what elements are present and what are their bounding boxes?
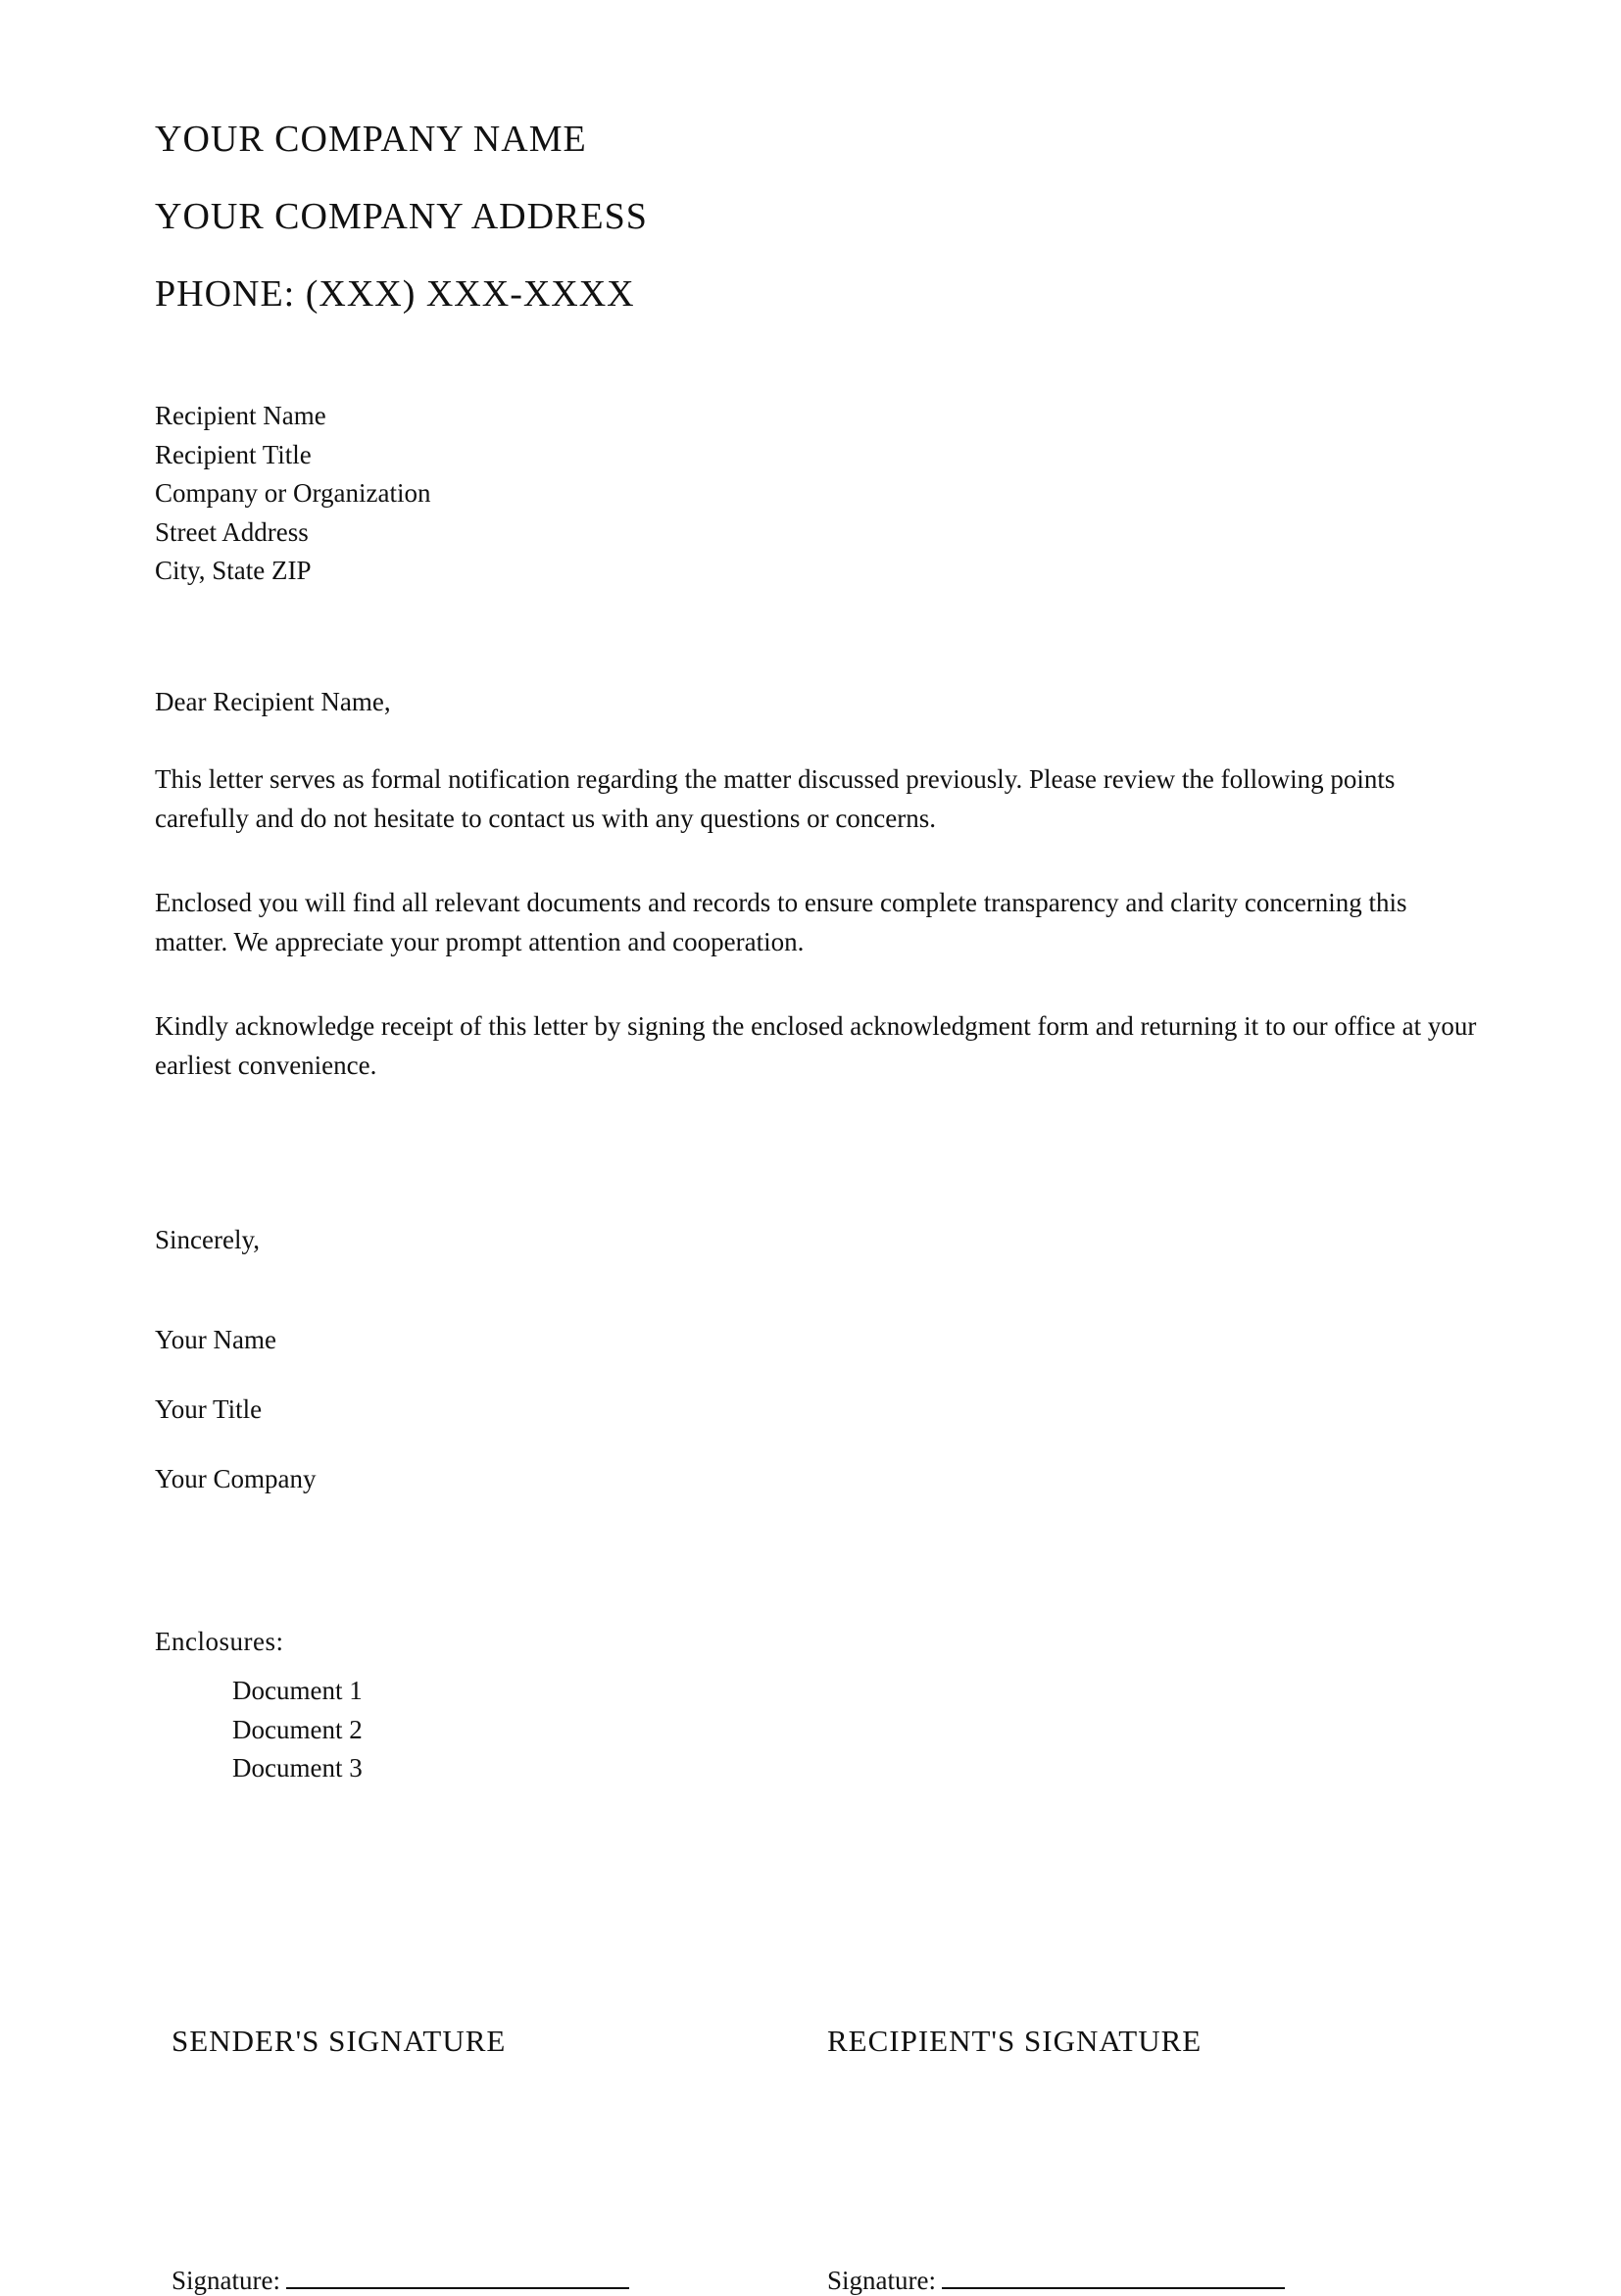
sender-signature-heading: SENDER'S SIGNATURE [172,2024,507,2058]
enclosure-item: Document 3 [232,1753,363,1783]
recipient-organization: Company or Organization [155,478,431,508]
signature-blank [942,2262,1285,2289]
sender-title: Your Title [155,1394,263,1424]
recipient-signature-line [827,2262,1285,2296]
company-phone: PHONE: (XXX) XXX-XXXX [155,273,635,315]
body-paragraph: Enclosed you will find all relevant documents and records to ensure complete transparency and clarity concerning this matter. We appreciate your prompt attention and cooperation. [155,888,1407,956]
recipient-street: Street Address [155,516,309,547]
body-paragraph: Kindly acknowledge receipt of this letter by signing the enclosed acknowledgment form and returning it to our office at your earliest convenience. [155,1011,1477,1080]
enclosure-list [232,1672,363,1788]
recipient-name: Recipient Name [155,401,326,430]
sender-signature-line [172,2262,629,2296]
enclosures-label: Enclosures: [155,1627,284,1656]
recipient-city-state-zip: City, State ZIP [155,556,312,585]
company-name: YOUR COMPANY NAME [155,119,587,160]
sender-company: Your Company [155,1464,317,1493]
enclosure-item: Document 2 [232,1714,363,1744]
body-paragraph: This letter serves as formal notification regarding the matter discussed previously. Please review the following points carefully and do not hesitate to contact us with any questions or concerns. [155,764,1396,833]
sender-name: Your Name [155,1325,277,1354]
enclosure-item: Document 1 [232,1676,363,1705]
company-address: YOUR COMPANY ADDRESS [155,196,648,237]
recipient-title: Recipient Title [155,439,312,469]
signature-label: Signature: [172,2266,280,2295]
recipient-address-block [155,397,430,591]
signature-blank [286,2262,629,2289]
signature-label: Signature: [827,2266,936,2295]
salutation: Dear Recipient Name, [155,687,391,716]
closing: Sincerely, [155,1225,260,1254]
recipient-signature-heading: RECIPIENT'S SIGNATURE [827,2024,1203,2058]
